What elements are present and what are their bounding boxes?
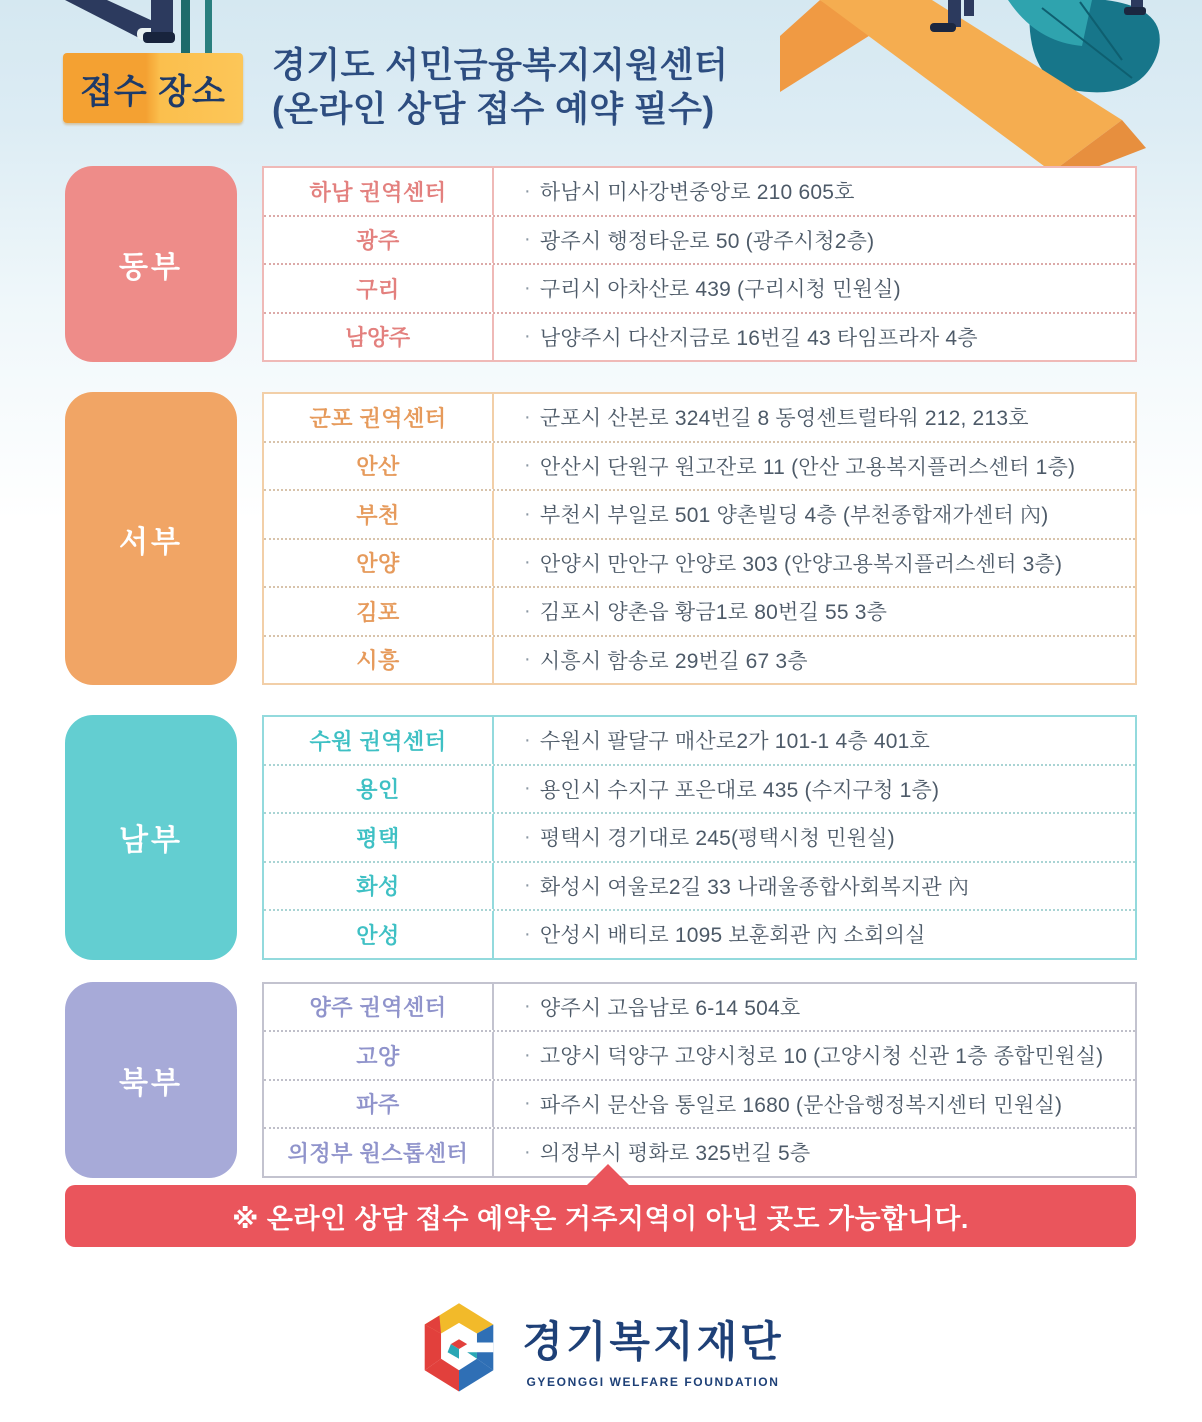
notice-banner	[65, 1185, 1136, 1247]
location-label: 남양주	[264, 314, 494, 361]
shoe-icon	[1124, 7, 1146, 15]
leg-icon	[65, 0, 155, 40]
location-label: 김포	[264, 588, 494, 635]
pole-icon	[205, 0, 212, 53]
page-title	[272, 44, 728, 132]
location-table	[262, 392, 1137, 685]
badge-label: 접수 장소	[80, 72, 226, 111]
table-row	[264, 766, 1135, 815]
region-sections	[65, 166, 1137, 1178]
address-text: 의정부시 평화로 325번길 5층	[539, 1142, 811, 1166]
location-address	[494, 814, 1135, 861]
table-row	[264, 443, 1135, 492]
shoe-icon	[143, 32, 175, 43]
region-name: 동부	[119, 251, 183, 284]
leg-icon	[1131, 0, 1143, 10]
address-bullet: ·	[524, 1140, 531, 1163]
address-text: 하남시 미사강변중앙로 210 605호	[539, 181, 855, 205]
beam-icon	[780, 0, 872, 92]
table-row	[264, 540, 1135, 589]
address-text: 안양시 만안구 안양로 303 (안양고용복지플러스센터 3층)	[539, 552, 1063, 576]
leg-icon	[151, 0, 173, 36]
location-address	[494, 491, 1135, 538]
address-text: 남양주시 다산지금로 16번길 43 타임프라자 4층	[539, 326, 978, 350]
beam-icon	[820, 0, 1122, 172]
footer-logo	[0, 1300, 1202, 1398]
address-bullet: ·	[524, 995, 531, 1018]
address-text: 안산시 단원구 원고잔로 11 (안산 고용복지플러스센터 1층)	[539, 455, 1076, 479]
table-row	[264, 394, 1135, 443]
address-bullet: ·	[524, 922, 531, 945]
location-label: 안산	[264, 443, 494, 490]
location-address	[494, 265, 1135, 312]
table-row	[264, 984, 1135, 1033]
location-label: 군포 권역센터	[264, 394, 494, 441]
address-text: 양주시 고읍남로 6-14 504호	[539, 996, 801, 1020]
region-section	[65, 982, 1137, 1178]
address-bullet: ·	[524, 825, 531, 848]
shoe-icon	[137, 28, 163, 40]
location-label: 고양	[264, 1032, 494, 1079]
table-row	[264, 217, 1135, 266]
location-label: 광주	[264, 217, 494, 264]
address-bullet: ·	[524, 454, 531, 477]
location-table	[262, 166, 1137, 362]
location-label: 양주 권역센터	[264, 984, 494, 1031]
region-block	[65, 392, 237, 685]
location-label: 평택	[264, 814, 494, 861]
illustration-beams-right	[780, 0, 1202, 175]
table-row	[264, 168, 1135, 217]
address-text: 김포시 양촌읍 황금1로 80번길 55 3층	[539, 601, 888, 625]
leaf-icon	[1008, 0, 1092, 46]
region-section	[65, 715, 1137, 960]
address-bullet: ·	[524, 728, 531, 751]
address-text: 화성시 여울로2길 33 나래울종합사회복지관 內	[539, 875, 970, 899]
gwf-logo-icon	[418, 1300, 500, 1398]
footer-logo-text	[522, 1309, 783, 1389]
location-address	[494, 443, 1135, 490]
leg-icon	[948, 0, 961, 27]
address-bullet: ·	[524, 179, 531, 202]
title-line1: 경기도 서민금융복지지원센터	[272, 46, 729, 85]
location-address	[494, 540, 1135, 587]
notice-text: ※ 온라인 상담 접수 예약은 거주지역이 아닌 곳도 가능합니다.	[232, 1203, 969, 1234]
region-name: 서부	[119, 525, 183, 559]
location-table	[262, 982, 1137, 1178]
table-row	[264, 1081, 1135, 1130]
location-address	[494, 637, 1135, 684]
table-row	[264, 265, 1135, 314]
pole-icon	[181, 0, 190, 56]
location-label: 구리	[264, 265, 494, 312]
address-text: 안성시 배티로 1095 보훈회관 內 소회의실	[539, 924, 926, 948]
location-address	[494, 717, 1135, 764]
leaf-icon	[1029, 0, 1159, 92]
leg-icon	[964, 0, 974, 16]
location-table	[262, 715, 1137, 960]
address-text: 광주시 행정타운로 50 (광주시청2층)	[539, 229, 875, 253]
address-bullet: ·	[524, 551, 531, 574]
table-row	[264, 1032, 1135, 1081]
address-bullet: ·	[524, 874, 531, 897]
table-row	[264, 1129, 1135, 1176]
address-text: 평택시 경기대로 245(평택시청 민원실)	[539, 827, 895, 851]
location-address	[494, 394, 1135, 441]
region-block	[65, 166, 237, 362]
illustration-person-left	[55, 0, 270, 58]
location-address	[494, 863, 1135, 910]
address-bullet: ·	[524, 599, 531, 622]
region-name: 북부	[119, 1066, 183, 1100]
title-line2: (온라인 상담 접수 예약 필수)	[272, 90, 715, 129]
address-bullet: ·	[524, 777, 531, 800]
shoe-icon	[930, 23, 956, 32]
location-label: 안양	[264, 540, 494, 587]
address-bullet: ·	[524, 648, 531, 671]
region-section	[65, 392, 1137, 685]
address-bullet: ·	[524, 1043, 531, 1066]
address-bullet: ·	[524, 325, 531, 348]
table-row	[264, 588, 1135, 637]
location-address	[494, 217, 1135, 264]
footer-logo-korean: 경기복지재단	[522, 1318, 784, 1365]
region-block	[65, 982, 237, 1178]
location-address	[494, 911, 1135, 958]
region-name: 남부	[119, 824, 183, 858]
reception-place-badge	[63, 53, 243, 123]
address-bullet: ·	[524, 405, 531, 428]
notice-pointer-icon	[586, 1164, 630, 1186]
location-address	[494, 1032, 1135, 1079]
address-bullet: ·	[524, 1092, 531, 1115]
address-text: 부천시 부일로 501 양촌빌딩 4층 (부천종합재가센터 內)	[539, 504, 1049, 528]
address-bullet: ·	[524, 276, 531, 299]
location-label: 화성	[264, 863, 494, 910]
address-text: 군포시 산본로 324번길 8 동영센트럴타워 212, 213호	[539, 407, 1029, 431]
location-address	[494, 168, 1135, 215]
region-block	[65, 715, 237, 960]
location-address	[494, 314, 1135, 361]
location-address	[494, 984, 1135, 1031]
address-text: 시흥시 함송로 29번길 67 3층	[539, 649, 808, 673]
address-text: 용인시 수지구 포은대로 435 (수지구청 1층)	[539, 778, 940, 802]
location-address	[494, 766, 1135, 813]
location-label: 파주	[264, 1081, 494, 1128]
table-row	[264, 911, 1135, 958]
table-row	[264, 717, 1135, 766]
address-text: 파주시 문산읍 통일로 1680 (문산읍행정복지센터 민원실)	[539, 1093, 1063, 1117]
leaf-vein-icon	[1042, 2, 1132, 78]
location-label: 하남 권역센터	[264, 168, 494, 215]
address-text: 구리시 아차산로 439 (구리시청 민원실)	[539, 278, 901, 302]
address-bullet: ·	[524, 502, 531, 525]
location-label: 부천	[264, 491, 494, 538]
location-label: 시흥	[264, 637, 494, 684]
location-label: 안성	[264, 911, 494, 958]
region-section	[65, 166, 1137, 362]
table-row	[264, 637, 1135, 684]
location-address	[494, 588, 1135, 635]
location-label: 수원 권역센터	[264, 717, 494, 764]
address-text: 고양시 덕양구 고양시청로 10 (고양시청 신관 1층 종합민원실)	[539, 1045, 1104, 1069]
address-text: 수원시 팔달구 매산로2가 101-1 4층 401호	[539, 730, 930, 754]
address-bullet: ·	[524, 228, 531, 251]
table-row	[264, 491, 1135, 540]
table-row	[264, 863, 1135, 912]
table-row	[264, 314, 1135, 361]
location-address	[494, 1081, 1135, 1128]
location-label: 용인	[264, 766, 494, 813]
table-row	[264, 814, 1135, 863]
location-label: 의정부 원스톱센터	[264, 1129, 494, 1176]
footer-logo-english: GYEONGGI WELFARE FOUNDATION	[526, 1375, 780, 1389]
